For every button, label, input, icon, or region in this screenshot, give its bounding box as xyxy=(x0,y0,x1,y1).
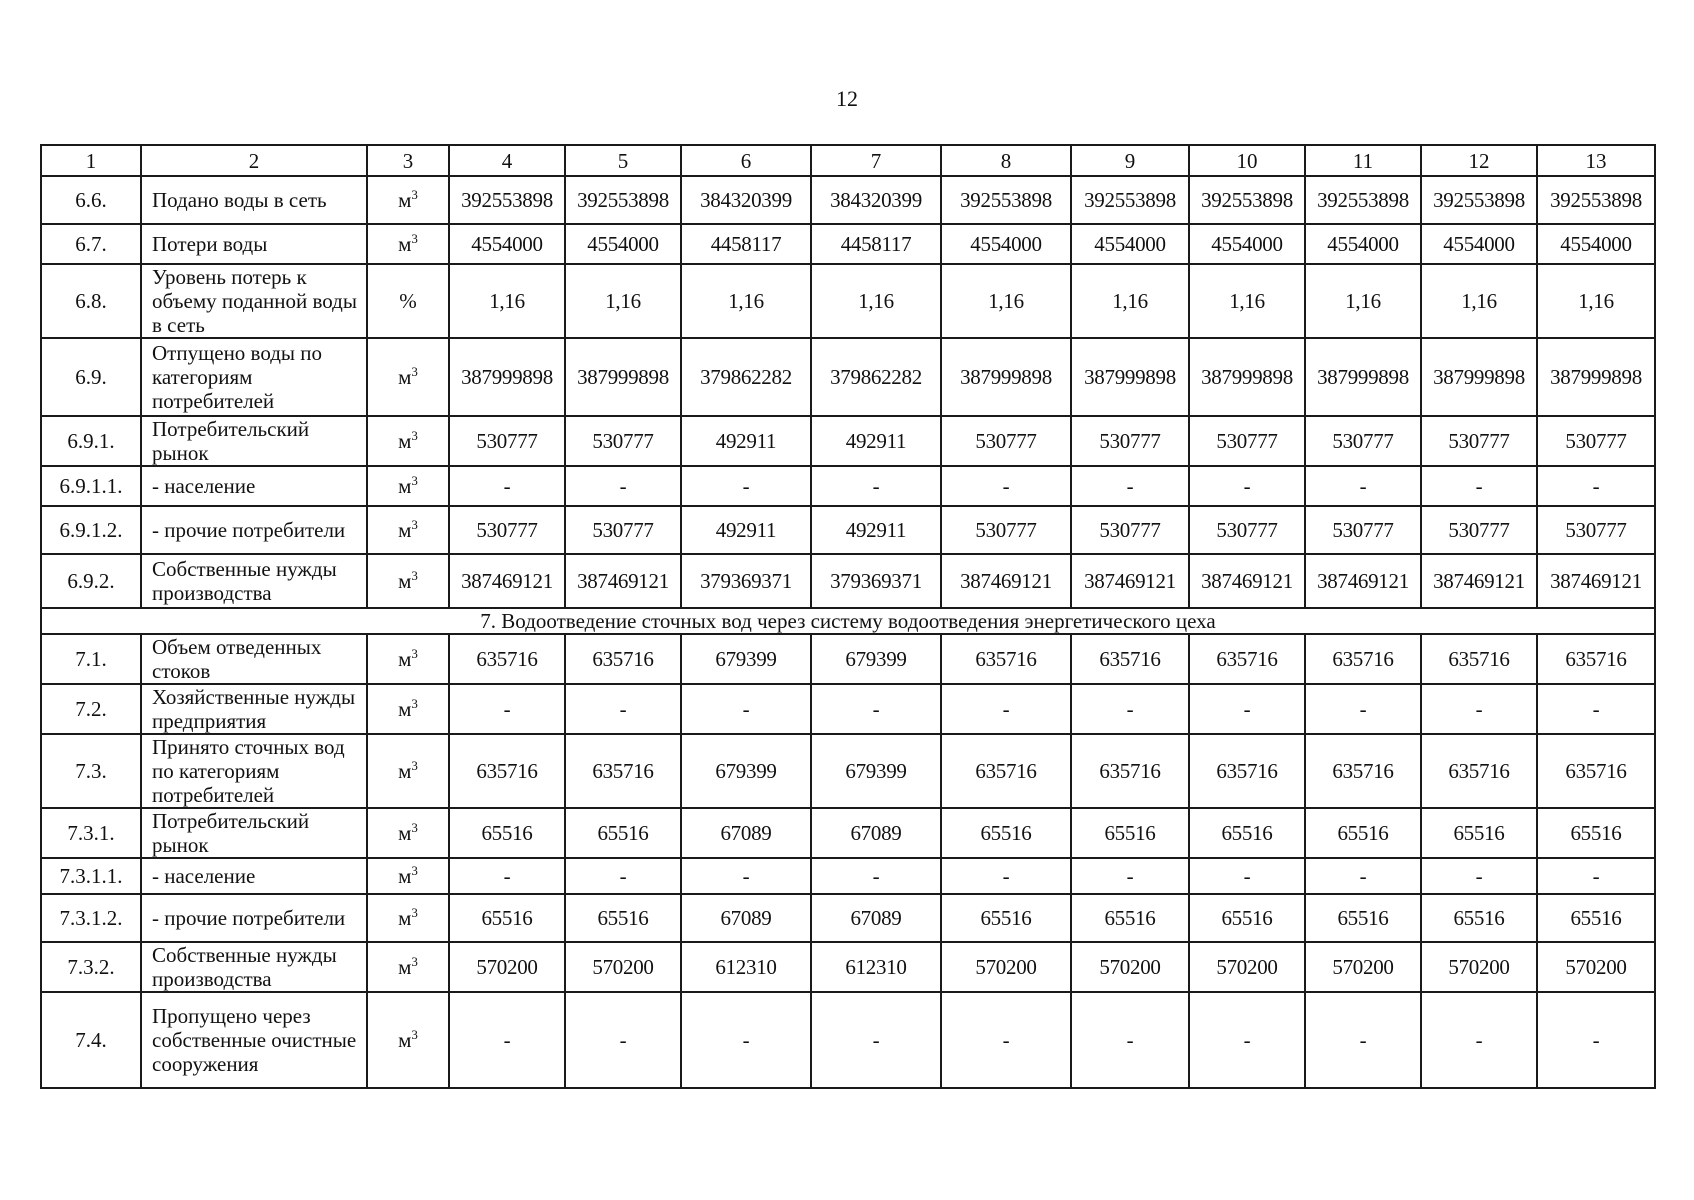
value-cell: 387469121 xyxy=(1421,554,1537,608)
row-name-cell: Собственные нужды производства xyxy=(141,942,367,992)
value-cell: 65516 xyxy=(565,808,681,858)
value-cell: 635716 xyxy=(565,734,681,808)
value-cell: - xyxy=(565,858,681,894)
value-cell: - xyxy=(565,992,681,1088)
value-cell: 67089 xyxy=(681,808,811,858)
unit-exponent: 3 xyxy=(411,473,418,488)
value-cell: 387999898 xyxy=(1189,338,1305,416)
value-cell: 570200 xyxy=(1189,942,1305,992)
value-cell: - xyxy=(1189,858,1305,894)
value-cell: 4554000 xyxy=(1421,224,1537,264)
value-cell: 65516 xyxy=(449,808,565,858)
column-number-cell: 3 xyxy=(367,145,449,176)
table-row xyxy=(41,554,1655,608)
value-cell: - xyxy=(941,466,1071,506)
value-cell: 635716 xyxy=(449,634,565,684)
value-cell: 679399 xyxy=(811,634,941,684)
unit-exponent: 3 xyxy=(411,428,418,443)
value-cell: 635716 xyxy=(1421,634,1537,684)
value-cell: - xyxy=(1305,684,1421,734)
value-cell: 530777 xyxy=(941,416,1071,466)
row-code-cell: 7.1. xyxy=(41,634,141,684)
table-row xyxy=(41,466,1655,506)
column-number-cell: 9 xyxy=(1071,145,1189,176)
value-cell: 530777 xyxy=(449,416,565,466)
table-row xyxy=(41,734,1655,808)
value-cell: 1,16 xyxy=(1071,264,1189,338)
value-cell: - xyxy=(681,992,811,1088)
value-cell: 492911 xyxy=(811,506,941,554)
value-cell: - xyxy=(1305,466,1421,506)
value-cell: 387469121 xyxy=(565,554,681,608)
table-row xyxy=(41,858,1655,894)
value-cell: 635716 xyxy=(1189,634,1305,684)
value-cell: 384320399 xyxy=(811,176,941,224)
value-cell: 679399 xyxy=(681,634,811,684)
value-cell: 1,16 xyxy=(1189,264,1305,338)
value-cell: 570200 xyxy=(565,942,681,992)
row-name-cell: Потери воды xyxy=(141,224,367,264)
value-cell: 65516 xyxy=(941,894,1071,942)
row-unit-cell xyxy=(367,684,449,734)
value-cell: 492911 xyxy=(681,506,811,554)
value-cell: 635716 xyxy=(1305,634,1421,684)
value-cell: 387999898 xyxy=(1071,338,1189,416)
value-cell: 570200 xyxy=(1071,942,1189,992)
value-cell: 530777 xyxy=(941,506,1071,554)
value-cell: 67089 xyxy=(811,808,941,858)
value-cell: - xyxy=(1189,466,1305,506)
value-cell: 570200 xyxy=(1537,942,1655,992)
value-cell: 387999898 xyxy=(1421,338,1537,416)
value-cell: 65516 xyxy=(1189,808,1305,858)
value-cell: 4554000 xyxy=(565,224,681,264)
row-name-cell: Потребительский рынок xyxy=(141,416,367,466)
value-cell: - xyxy=(1537,858,1655,894)
row-code-cell: 7.3.1.1. xyxy=(41,858,141,894)
row-code-cell: 6.9. xyxy=(41,338,141,416)
unit-exponent: 3 xyxy=(411,187,418,202)
row-code-cell: 7.3. xyxy=(41,734,141,808)
column-number-cell: 7 xyxy=(811,145,941,176)
row-name-cell: Объем отведенных стоков xyxy=(141,634,367,684)
value-cell: - xyxy=(811,858,941,894)
row-unit-cell xyxy=(367,858,449,894)
value-cell: 387999898 xyxy=(1305,338,1421,416)
row-code-cell: 6.9.1.1. xyxy=(41,466,141,506)
value-cell: 612310 xyxy=(681,942,811,992)
value-cell: 492911 xyxy=(681,416,811,466)
unit-base: м xyxy=(398,647,412,671)
unit-exponent: 3 xyxy=(411,863,418,878)
value-cell: 65516 xyxy=(1071,808,1189,858)
row-unit-cell xyxy=(367,808,449,858)
value-cell: 387469121 xyxy=(941,554,1071,608)
section-row xyxy=(41,608,1655,634)
value-cell: 635716 xyxy=(941,734,1071,808)
value-cell: 635716 xyxy=(1071,734,1189,808)
value-cell: 530777 xyxy=(1189,506,1305,554)
value-cell: - xyxy=(941,684,1071,734)
value-cell: 1,16 xyxy=(1305,264,1421,338)
row-unit-cell xyxy=(367,176,449,224)
table-row xyxy=(41,942,1655,992)
value-cell: - xyxy=(449,466,565,506)
table-row xyxy=(41,506,1655,554)
value-cell: 65516 xyxy=(1189,894,1305,942)
unit-base: м xyxy=(398,429,412,453)
unit-exponent: 3 xyxy=(411,568,418,583)
value-cell: 530777 xyxy=(1421,506,1537,554)
value-cell: 379369371 xyxy=(811,554,941,608)
unit-base: м xyxy=(398,188,412,212)
value-cell: 635716 xyxy=(941,634,1071,684)
row-unit-cell xyxy=(367,554,449,608)
row-name-cell: Уровень потерь к объему поданной воды в сеть xyxy=(141,264,367,338)
value-cell: 392553898 xyxy=(449,176,565,224)
row-name-cell: - население xyxy=(141,858,367,894)
value-cell: - xyxy=(811,992,941,1088)
value-cell: 530777 xyxy=(1189,416,1305,466)
value-cell: 387469121 xyxy=(449,554,565,608)
value-cell: - xyxy=(811,466,941,506)
value-cell: 379369371 xyxy=(681,554,811,608)
data-table xyxy=(40,144,1656,1089)
row-name-cell: - прочие потребители xyxy=(141,894,367,942)
unit-exponent: 3 xyxy=(411,364,418,379)
value-cell: 65516 xyxy=(1421,808,1537,858)
value-cell: 387999898 xyxy=(1537,338,1655,416)
value-cell: - xyxy=(1537,992,1655,1088)
column-number-cell: 10 xyxy=(1189,145,1305,176)
value-cell: 635716 xyxy=(449,734,565,808)
value-cell: 530777 xyxy=(1305,506,1421,554)
value-cell: 392553898 xyxy=(1189,176,1305,224)
value-cell: - xyxy=(449,858,565,894)
value-cell: 530777 xyxy=(565,416,681,466)
row-name-cell: Потребительский рынок xyxy=(141,808,367,858)
column-number-cell: 13 xyxy=(1537,145,1655,176)
unit-exponent: 3 xyxy=(411,231,418,246)
value-cell: - xyxy=(565,466,681,506)
value-cell: 392553898 xyxy=(1071,176,1189,224)
row-unit-cell xyxy=(367,338,449,416)
value-cell: 392553898 xyxy=(941,176,1071,224)
value-cell: - xyxy=(1421,992,1537,1088)
table-row xyxy=(41,416,1655,466)
row-unit-cell xyxy=(367,224,449,264)
value-cell: - xyxy=(1537,466,1655,506)
row-unit-cell xyxy=(367,634,449,684)
table-row xyxy=(41,992,1655,1088)
table-row xyxy=(41,338,1655,416)
value-cell: 392553898 xyxy=(1537,176,1655,224)
unit-exponent: 3 xyxy=(411,758,418,773)
unit-base: м xyxy=(398,759,412,783)
value-cell: - xyxy=(449,992,565,1088)
value-cell: 65516 xyxy=(1421,894,1537,942)
row-name-cell: Пропущено через собственные очистные сооружения xyxy=(141,992,367,1088)
column-number-cell: 4 xyxy=(449,145,565,176)
value-cell: 379862282 xyxy=(681,338,811,416)
column-number-cell: 6 xyxy=(681,145,811,176)
row-code-cell: 6.6. xyxy=(41,176,141,224)
row-name-cell: Собственные нужды производства xyxy=(141,554,367,608)
column-number-cell: 11 xyxy=(1305,145,1421,176)
value-cell: 387999898 xyxy=(565,338,681,416)
value-cell: 530777 xyxy=(565,506,681,554)
value-cell: 4554000 xyxy=(941,224,1071,264)
table-row xyxy=(41,176,1655,224)
value-cell: 530777 xyxy=(449,506,565,554)
value-cell: 1,16 xyxy=(681,264,811,338)
column-number-cell: 2 xyxy=(141,145,367,176)
unit-exponent: 3 xyxy=(411,646,418,661)
row-name-cell: Отпущено воды по категориям потребителей xyxy=(141,338,367,416)
table-row xyxy=(41,808,1655,858)
table-row xyxy=(41,634,1655,684)
value-cell: 65516 xyxy=(1305,894,1421,942)
value-cell: 392553898 xyxy=(565,176,681,224)
value-cell: 4554000 xyxy=(1189,224,1305,264)
value-cell: 530777 xyxy=(1537,416,1655,466)
row-code-cell: 6.9.1.2. xyxy=(41,506,141,554)
row-unit-cell xyxy=(367,506,449,554)
column-number-cell: 12 xyxy=(1421,145,1537,176)
row-unit-cell xyxy=(367,942,449,992)
value-cell: 67089 xyxy=(811,894,941,942)
value-cell: 635716 xyxy=(1421,734,1537,808)
row-unit-cell xyxy=(367,264,449,338)
row-name-cell: Подано воды в сеть xyxy=(141,176,367,224)
value-cell: 1,16 xyxy=(449,264,565,338)
value-cell: - xyxy=(1421,466,1537,506)
row-code-cell: 7.3.2. xyxy=(41,942,141,992)
row-code-cell: 7.4. xyxy=(41,992,141,1088)
unit-exponent: 3 xyxy=(411,820,418,835)
value-cell: - xyxy=(1071,684,1189,734)
value-cell: 570200 xyxy=(1421,942,1537,992)
value-cell: - xyxy=(1537,684,1655,734)
value-cell: 65516 xyxy=(449,894,565,942)
row-code-cell: 7.3.1. xyxy=(41,808,141,858)
unit-base: м xyxy=(398,474,412,498)
value-cell: 1,16 xyxy=(811,264,941,338)
value-cell: 4554000 xyxy=(449,224,565,264)
value-cell: 4554000 xyxy=(1537,224,1655,264)
row-unit-cell xyxy=(367,734,449,808)
value-cell: 387469121 xyxy=(1305,554,1421,608)
row-code-cell: 6.9.2. xyxy=(41,554,141,608)
value-cell: - xyxy=(449,684,565,734)
row-name-cell: Хозяйственные нужды предприятия xyxy=(141,684,367,734)
value-cell: - xyxy=(1071,858,1189,894)
value-cell: 635716 xyxy=(1537,734,1655,808)
row-unit-cell xyxy=(367,416,449,466)
value-cell: 1,16 xyxy=(565,264,681,338)
value-cell: 530777 xyxy=(1071,416,1189,466)
value-cell: 1,16 xyxy=(941,264,1071,338)
value-cell: 4554000 xyxy=(1305,224,1421,264)
value-cell: 392553898 xyxy=(1305,176,1421,224)
value-cell: 4554000 xyxy=(1071,224,1189,264)
unit-base: м xyxy=(398,864,412,888)
value-cell: 570200 xyxy=(1305,942,1421,992)
value-cell: 65516 xyxy=(1537,894,1655,942)
value-cell: 379862282 xyxy=(811,338,941,416)
value-cell: - xyxy=(681,858,811,894)
row-code-cell: 6.7. xyxy=(41,224,141,264)
row-unit-cell xyxy=(367,894,449,942)
value-cell: 65516 xyxy=(1305,808,1421,858)
value-cell: 530777 xyxy=(1421,416,1537,466)
value-cell: 570200 xyxy=(449,942,565,992)
table-body xyxy=(41,145,1655,1088)
value-cell: 635716 xyxy=(1071,634,1189,684)
value-cell: 4458117 xyxy=(681,224,811,264)
value-cell: 4458117 xyxy=(811,224,941,264)
value-cell: 530777 xyxy=(1305,416,1421,466)
column-number-cell: 5 xyxy=(565,145,681,176)
value-cell: 65516 xyxy=(1071,894,1189,942)
value-cell: - xyxy=(565,684,681,734)
value-cell: 635716 xyxy=(565,634,681,684)
unit-exponent: 3 xyxy=(411,1027,418,1042)
value-cell: 67089 xyxy=(681,894,811,942)
unit-base: м xyxy=(398,955,412,979)
row-name-cell: - население xyxy=(141,466,367,506)
row-name-cell: - прочие потребители xyxy=(141,506,367,554)
column-number-row xyxy=(41,145,1655,176)
value-cell: 679399 xyxy=(681,734,811,808)
value-cell: 679399 xyxy=(811,734,941,808)
value-cell: - xyxy=(681,684,811,734)
value-cell: - xyxy=(1189,992,1305,1088)
value-cell: - xyxy=(1305,992,1421,1088)
value-cell: 384320399 xyxy=(681,176,811,224)
unit-base: м xyxy=(398,365,412,389)
column-number-cell: 1 xyxy=(41,145,141,176)
value-cell: 387999898 xyxy=(449,338,565,416)
value-cell: 65516 xyxy=(941,808,1071,858)
value-cell: - xyxy=(1421,684,1537,734)
unit-exponent: 3 xyxy=(411,905,418,920)
value-cell: 392553898 xyxy=(1421,176,1537,224)
value-cell: - xyxy=(1189,684,1305,734)
row-name-cell: Принято сточных вод по категориям потребителей xyxy=(141,734,367,808)
row-code-cell: 7.2. xyxy=(41,684,141,734)
unit-base: м xyxy=(398,1028,412,1052)
row-unit-cell xyxy=(367,992,449,1088)
value-cell: 65516 xyxy=(1537,808,1655,858)
row-code-cell: 7.3.1.2. xyxy=(41,894,141,942)
unit-base: м xyxy=(398,821,412,845)
page-number: 12 xyxy=(836,86,858,111)
value-cell: 1,16 xyxy=(1537,264,1655,338)
value-cell: 1,16 xyxy=(1421,264,1537,338)
unit-base: м xyxy=(398,232,412,256)
unit-base: м xyxy=(398,906,412,930)
unit-exponent: 3 xyxy=(411,954,418,969)
unit-exponent: 3 xyxy=(411,696,418,711)
value-cell: 387999898 xyxy=(941,338,1071,416)
value-cell: - xyxy=(941,858,1071,894)
table-row xyxy=(41,894,1655,942)
value-cell: 570200 xyxy=(941,942,1071,992)
unit-base: м xyxy=(398,569,412,593)
unit-base: м xyxy=(398,518,412,542)
value-cell: 387469121 xyxy=(1537,554,1655,608)
table-row xyxy=(41,264,1655,338)
value-cell: - xyxy=(941,992,1071,1088)
value-cell: 387469121 xyxy=(1189,554,1305,608)
value-cell: 530777 xyxy=(1537,506,1655,554)
value-cell: 612310 xyxy=(811,942,941,992)
value-cell: - xyxy=(1071,992,1189,1088)
table-row xyxy=(41,684,1655,734)
value-cell: 387469121 xyxy=(1071,554,1189,608)
value-cell: - xyxy=(1071,466,1189,506)
unit-base: м xyxy=(398,697,412,721)
value-cell: - xyxy=(1421,858,1537,894)
row-unit-cell xyxy=(367,466,449,506)
value-cell: 635716 xyxy=(1189,734,1305,808)
value-cell: - xyxy=(1305,858,1421,894)
value-cell: 635716 xyxy=(1537,634,1655,684)
unit-exponent: 3 xyxy=(411,517,418,532)
value-cell: 65516 xyxy=(565,894,681,942)
value-cell: - xyxy=(681,466,811,506)
column-number-cell: 8 xyxy=(941,145,1071,176)
unit-base: % xyxy=(399,289,417,313)
value-cell: 492911 xyxy=(811,416,941,466)
value-cell: 530777 xyxy=(1071,506,1189,554)
value-cell: 635716 xyxy=(1305,734,1421,808)
row-code-cell: 6.8. xyxy=(41,264,141,338)
section-title: 7. Водоотведение сточных вод через систему водоотведения энергетического цеха xyxy=(41,608,1655,634)
row-code-cell: 6.9.1. xyxy=(41,416,141,466)
value-cell: - xyxy=(811,684,941,734)
table-row xyxy=(41,224,1655,264)
